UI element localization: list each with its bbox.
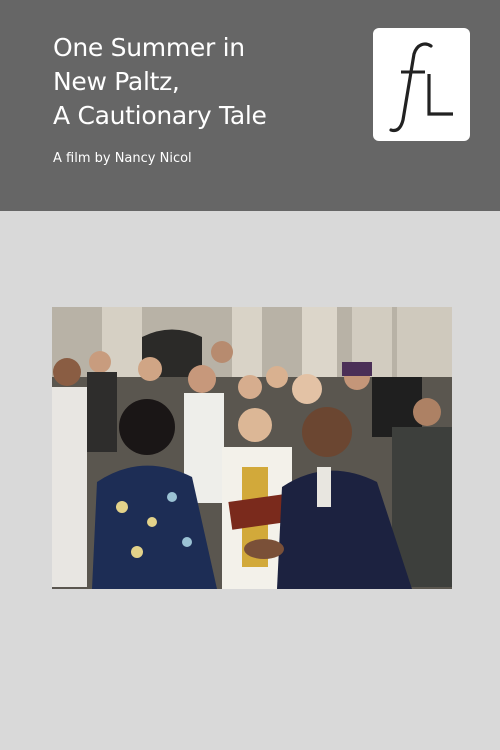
wedding-ceremony-photo-icon — [52, 307, 452, 589]
publisher-logo — [373, 28, 470, 141]
title-line-2: New Paltz, — [53, 67, 180, 96]
film-byline: A film by Nancy Nicol — [53, 151, 192, 166]
film-title — [53, 31, 353, 133]
cover-photo — [52, 307, 452, 589]
title-line-3: A Cautionary Tale — [53, 101, 267, 130]
title-line-1: One Summer in — [53, 33, 245, 62]
cover-header — [0, 0, 500, 211]
fl-logo-icon — [373, 28, 470, 141]
